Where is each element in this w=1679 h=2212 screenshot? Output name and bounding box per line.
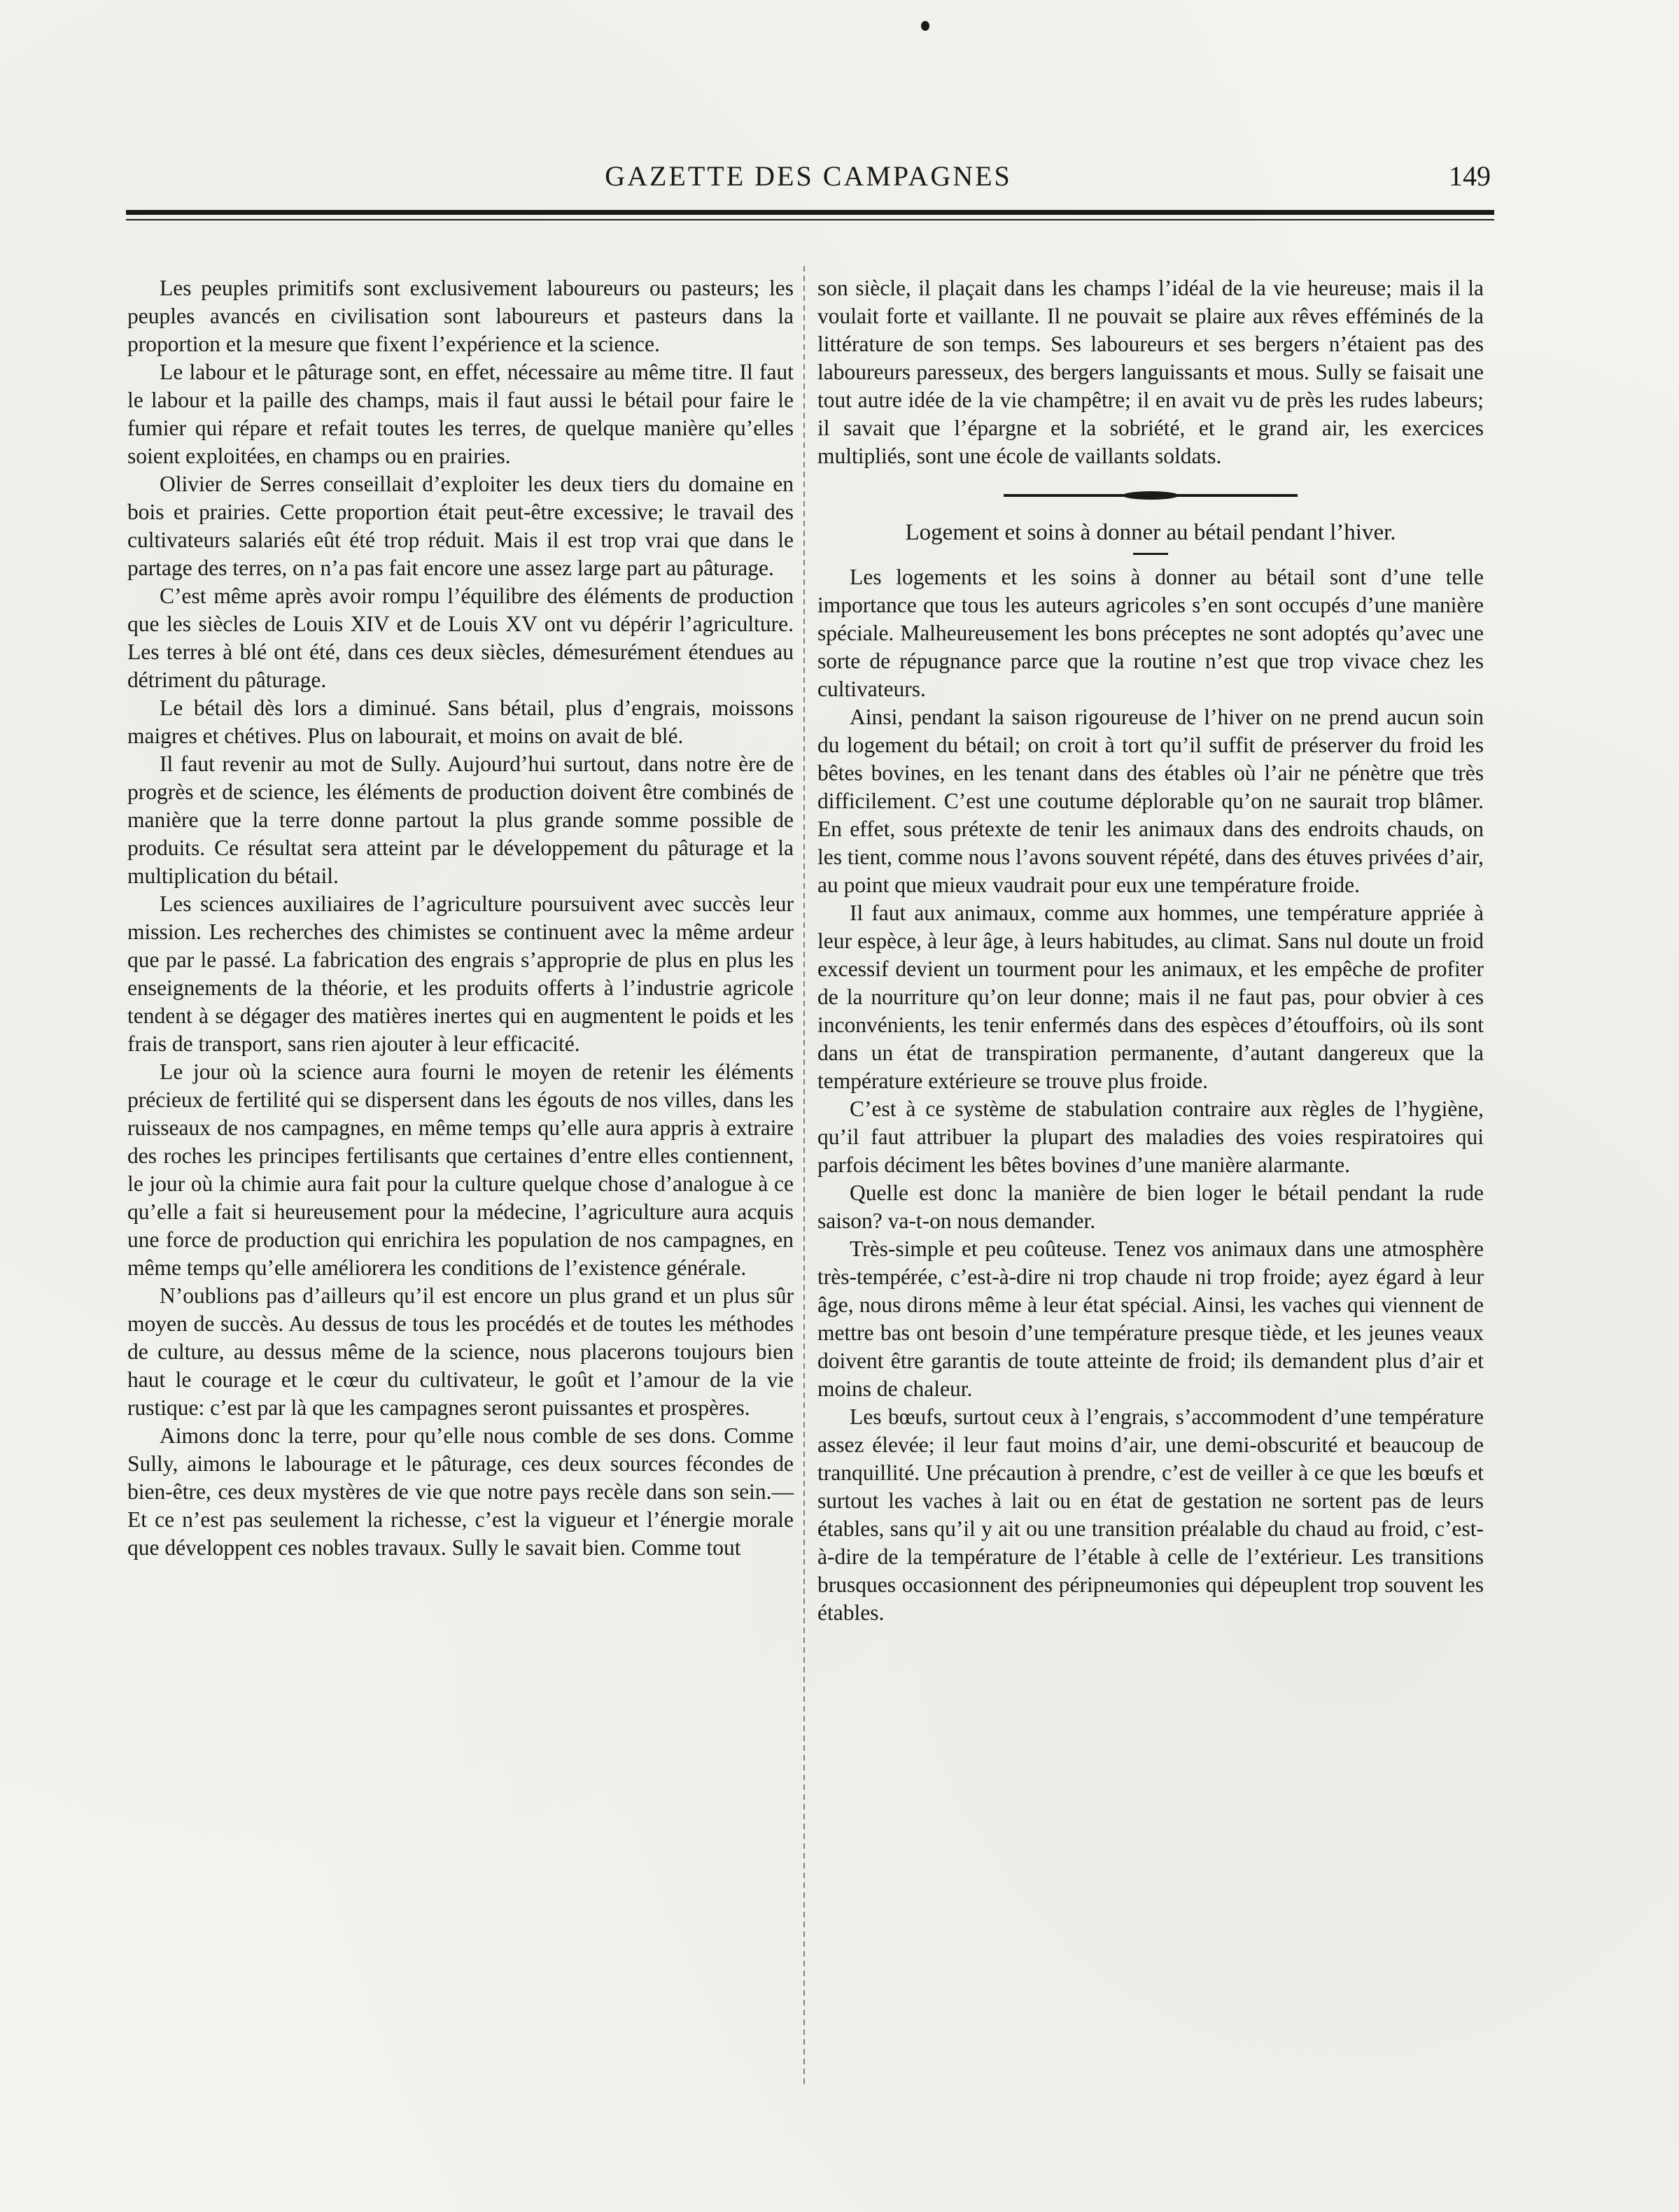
section-title: Logement et soins à donner au bétail pendant l’hiver.: [905, 520, 1396, 545]
paragraph: Aimons donc la terre, pour qu’elle nous comble de ses dons. Comme Sully, aimons le labourage et le pâturage, ces deux sources fécondes de bien-être, ces deux mystères de vie que notre pays recèle dans son sein.—Et ce n’est pas seulement la richesse, c’est la vigueur et l’énergie morale que développent ces nobles travaux. Sully le savait bien. Comme tout: [127, 1423, 794, 1560]
section-separator: [1004, 494, 1298, 497]
paragraph: N’oublions pas d’ailleurs qu’il est encore un plus grand et un plus sûr moyen de succès. Au dessus de tous les procédés et de toutes les méthodes de culture, au dessus même de la science, nous placerons toujours bien haut le courage et le cœur du cultivateur, le goût et l’amour de la vie rustique: c’est par là que les campagnes seront puissantes et prospères.: [127, 1283, 794, 1420]
column-divider: [803, 266, 805, 2085]
continuation-paragraph: son siècle, il plaçait dans les champs l’idéal de la vie heureuse; mais il la voulait forte et vaillante. Il ne pouvait se plaire aux rêves efféminés de la littérature de son temps. Ses laboureurs et ses bergers n’étaient pas des laboureurs paresseux, des bergers languissants et mous. Sully se faisait une tout autre idée de la vie champêtre; il en avait vu de près les rudes labeurs; il savait que l’épargne et la sobriété, et le grand air, les exercices multipliés, sont une école de vaillants soldats.: [817, 276, 1484, 468]
page-header: [126, 160, 1491, 202]
paragraph: Le jour où la science aura fourni le moyen de retenir les éléments précieux de fertilité qui se dispersent dans les égouts de nos villes, dans les ruisseaux de nos campagnes, en même temps qu’elle aura appris à extraire des roches les principes fertilisants que certaines d’entre elles contiennent, le jour où la chimie aura fait pour la culture quelque chose d’analogue à ce qu’elle a fait si heureusement pour la médecine, l’agriculture aura acquis une force de production qui enrichira les population de nos campagnes, en même temps qu’elle améliorera les conditions de l’existence générale.: [127, 1059, 794, 1280]
ink-dot: [921, 21, 929, 31]
paragraph: Les logements et les soins à donner au bétail sont d’une telle importance que tous les auteurs agricoles s’en sont occupés d’une manière spéciale. Malheureusement les bons préceptes ne sont adoptés qu’avec une sorte de répugnance parce que la routine n’est que trop vivace chez les cultivateurs.: [817, 565, 1484, 701]
paragraph: Olivier de Serres conseillait d’exploiter les deux tiers du domaine en bois et prairies. Cette proportion était peut-être excessive; le travail des cultivateurs salariés eût été trop réduit. Mais il est trop vrai que dans le partage des terres, on n’a pas fait encore une assez large part au pâturage.: [127, 472, 794, 580]
paragraph: C’est à ce système de stabulation contraire aux règles de l’hygiène, qu’il faut attribuer la plupart des maladies des voies respiratoires qui parfois déciment les bêtes bovines d’une manière alarmante.: [817, 1097, 1484, 1177]
page-number: 149: [1449, 160, 1491, 192]
paragraph: Il faut revenir au mot de Sully. Aujourd’hui surtout, dans notre ère de progrès et de science, les éléments de production doivent être combinés de manière que la terre donne partout la plus grande somme possible de produits. Ce résultat sera atteint par le développement du pâturage et la multiplication du bétail.: [127, 752, 794, 888]
header-rule-thin: [126, 219, 1494, 220]
title-dash: [1133, 553, 1168, 555]
paragraph: Les peuples primitifs sont exclusivement laboureurs ou pasteurs; les peuples avancés en civilisation sont laboureurs et pasteurs dans la proportion et la mesure que fixent l’expérience et la science.: [127, 276, 794, 356]
paragraph: Très-simple et peu coûteuse. Tenez vos animaux dans une atmosphère très-tempérée, c’est-à-dire ni trop chaude ni trop froide; ayez égard à leur âge, nous dirons même à leur état spécial. Ainsi, les vaches qui viennent de mettre bas ont besoin d’une température presque tiède, et les jeunes veaux doivent être garantis de toute atteinte de froid; ils demandent plus d’air et moins de chaleur.: [817, 1237, 1484, 1401]
paragraph: Ainsi, pendant la saison rigoureuse de l’hiver on ne prend aucun soin du logement du bétail; on croit à tort qu’il suffit de préserver du froid les bêtes bovines, en les tenant dans des étables où l’air ne pénètre que très difficilement. C’est une coutume déplorable qu’on ne saurait trop blâmer. En effet, sous prétexte de tenir les animaux dans des endroits chauds, on les tient, comme nous l’avons souvent répété, dans des étuves privées d’air, au point que mieux vaudrait pour eux une température froide.: [817, 705, 1484, 897]
left-column: [127, 274, 794, 1562]
paragraph: C’est même après avoir rompu l’équilibre des éléments de production que les siècles de Louis XIV et de Louis XV ont vu dépérir l’agriculture. Les terres à blé ont été, dans ces deux siècles, démesurément étendues au détriment du pâturage.: [127, 584, 794, 692]
paragraph: Il faut aux animaux, comme aux hommes, une température appriée à leur espèce, à leur âge, à leurs habitudes, au climat. Sans nul doute un froid excessif devient un tourment pour les animaux, et les empêche de profiter de la nourriture qu’on leur donne; mais il ne faut pas, pour obvier à ces inconvénients, les tenir enfermés dans des espèces d’étouffoirs, où ils sont dans un état de transpiration permanente, d’autant dangereux que la température extérieure se trouve plus froide.: [817, 901, 1484, 1093]
paragraph: Le bétail dès lors a diminué. Sans bétail, plus d’engrais, moissons maigres et chétives. Plus on labourait, et moins on avait de blé.: [127, 696, 794, 748]
header-rule-thick: [126, 210, 1494, 215]
right-column: [817, 274, 1484, 1627]
running-title: GAZETTE DES CAMPAGNES: [605, 160, 1012, 192]
paragraph: Le labour et le pâturage sont, en effet, nécessaire au même titre. Il faut le labour et la paille des champs, mais il faut aussi le bétail pour faire le fumier qui répare et refait toutes les terres, de quelque manière qu’elles soient exploitées, en champs ou en prairies.: [127, 360, 794, 468]
paragraph: Les bœufs, surtout ceux à l’engrais, s’accommodent d’une température assez élevée; il leur faut moins d’air, une demi-obscurité et beaucoup de tranquillité. Une précaution à prendre, c’est de veiller à ce que les bœufs et surtout les vaches à lait ou en état de gestation ne sortent pas de leurs étables, sans qu’il y ait ou une transition préalable du chaud au froid, c’est-à-dire de la température de l’étable à celle de l’extérieur. Les transitions brusques occasionnent des péripneumonies qui dépeuplent trop souvent les étables.: [817, 1404, 1484, 1625]
paragraph: Quelle est donc la manière de bien loger le bétail pendant la rude saison? va-t-on nous demander.: [817, 1181, 1484, 1233]
paragraph: Les sciences auxiliaires de l’agriculture poursuivent avec succès leur mission. Les recherches des chimistes se continuent avec la même ardeur que par le passé. La fabrication des engrais s’approprie de plus en plus les enseignements de la théorie, et les produits offerts à l’industrie agricole tendent à se dégager des matières inertes qui en augmentent le poids et les frais de transport, sans rien ajouter à leur efficacité.: [127, 892, 794, 1056]
